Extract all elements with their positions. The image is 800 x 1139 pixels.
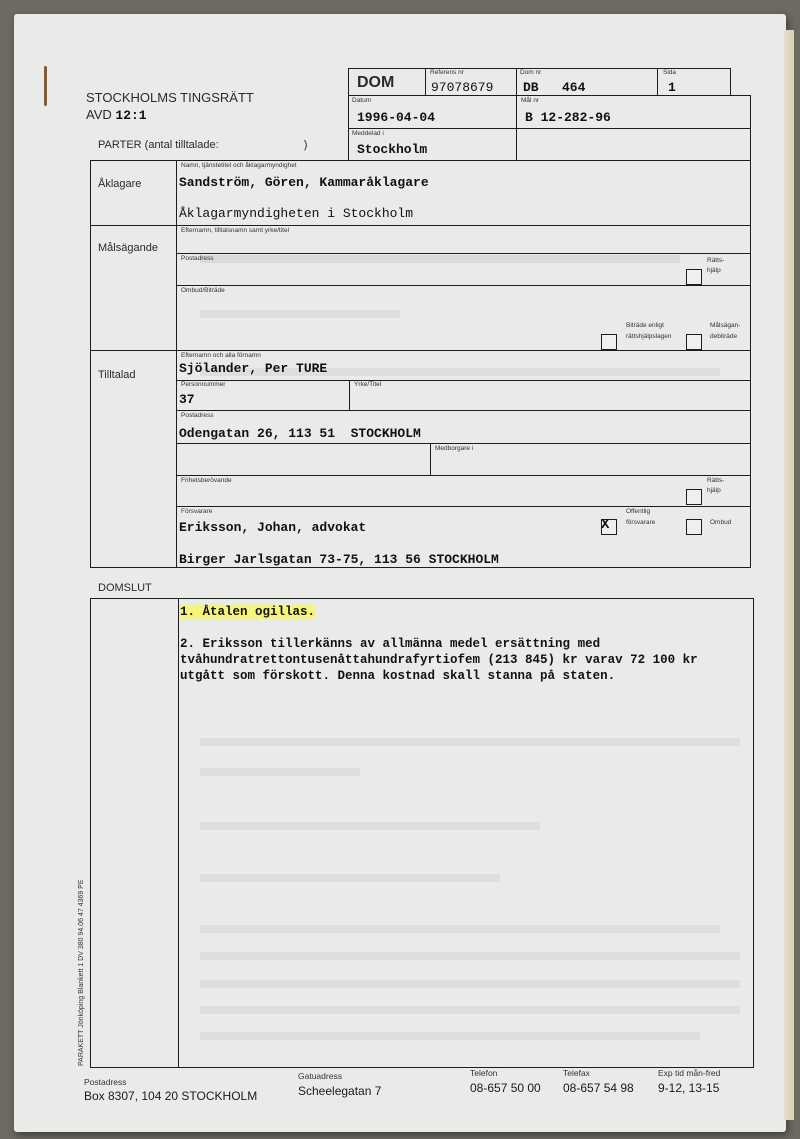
mal-number: B 12-282-96 (525, 110, 611, 125)
ref-label: Referens nr (430, 69, 464, 76)
tilltalad-name-label: Efternamn och alla förnamn (181, 352, 261, 359)
forsvarare-name: Eriksson, Johan, advokat (179, 520, 367, 535)
footer-exp: 9-12, 13-15 (658, 1081, 720, 1095)
malsagande-label: Målsägande (98, 242, 158, 254)
frihetsberovande-label: Frihetsberövande (181, 477, 232, 484)
court-department (86, 107, 147, 123)
aklagare-field-label: Namn, tjänstetitel och åklagarmyndighet (181, 162, 297, 169)
footer-postadress-label: Postadress (84, 1077, 127, 1087)
tilltalad-rattshjalp-checkbox[interactable] (686, 489, 702, 505)
ref-number: 97078679 (431, 80, 494, 95)
malsagandebitrade-label-1: Målsägan- (710, 322, 741, 329)
forsvarare-label: Försvarare (181, 508, 213, 515)
medborgare-label: Medborgare i (435, 445, 474, 452)
domslut-label: DOMSLUT (98, 582, 152, 594)
bitrade-label-1: Biträde enligt (626, 322, 664, 329)
malsagandebitrade-checkbox[interactable] (686, 334, 702, 350)
bitrade-checkbox[interactable] (601, 334, 617, 350)
malsagande-rattshjalp-checkbox[interactable] (686, 269, 702, 285)
meddelad-label: Meddelad i (352, 130, 384, 137)
parter-label-close: ) (303, 139, 308, 151)
malsagande-postadress-label: Postadress (181, 255, 214, 262)
footer-telefon: 08-657 50 00 (470, 1081, 541, 1095)
personnummer-value: 37 (179, 392, 195, 407)
dom-nr-label: Dom nr (520, 69, 542, 76)
offentlig-forsvarare-label-2: försvarare (626, 519, 656, 526)
ombud-checkbox[interactable] (686, 519, 702, 535)
malsagandebitrade-label-2: debiträde (710, 333, 738, 340)
ombud-label: Ombud (710, 519, 732, 526)
malsagande-name-label: Efternamn, tilltalsnamn samt yrke/titel (181, 227, 290, 234)
page-stack-edge (784, 30, 794, 1120)
ombud-bitrade-label: Ombud/Biträde (181, 287, 225, 294)
page-number: 1 (668, 80, 676, 95)
aklagare-label: Åklagare (98, 178, 142, 190)
offentlig-forsvarare-mark: X (601, 517, 610, 533)
domslut-item-1: 1. Åtalen ogillas. (180, 605, 316, 619)
department-number: 12:1 (115, 108, 147, 123)
malsagande-rattshjalp-label-2: hjälp (707, 267, 721, 274)
mal-nr-label: Mål nr (521, 97, 540, 104)
aklagare-name: Sandström, Gören, Kammaråklagare (179, 175, 429, 190)
footer-telefax-label: Telefax (563, 1068, 590, 1078)
offentlig-forsvarare-label-1: Offentlig (626, 508, 651, 515)
form-side-print: PARAKETT Jönköping Blankett 1 DV 380 94.06 47 4369 PE (78, 879, 85, 1066)
datum-label: Datum (352, 97, 372, 104)
dom-number: DB 464 (523, 80, 586, 95)
parter-label-text: PARTER (antal tilltalade: (98, 139, 219, 151)
footer-telefon-label: Telefon (470, 1068, 498, 1078)
tilltalad-rattshjalp-label-1: Rätts- (707, 477, 725, 484)
aklagare-office: Åklagarmyndigheten i Stockholm (179, 206, 414, 221)
footer-gatuadress: Scheelegatan 7 (298, 1084, 382, 1098)
yrke-label: Yrke/Titel (354, 381, 382, 388)
tilltalad-rattshjalp-label-2: hjälp (707, 487, 721, 494)
malsagande-rattshjalp-label-1: Rätts- (707, 257, 725, 264)
datum-value: 1996-04-04 (357, 110, 436, 125)
department-prefix: AVD (86, 107, 112, 122)
staple-mark (44, 66, 47, 106)
meddelad-value: Stockholm (357, 142, 428, 157)
footer-postadress: Box 8307, 104 20 STOCKHOLM (84, 1089, 258, 1103)
forsvarare-address: Birger Jarlsgatan 73-75, 113 56 STOCKHOLM (179, 552, 499, 567)
footer-exp-label: Exp tid mån-fred (658, 1068, 721, 1078)
parter-label (98, 139, 307, 151)
bitrade-label-2: rättshjälpslagen (626, 333, 672, 340)
personnummer-label: Personnummer (181, 381, 226, 388)
sida-label: Sida (663, 69, 677, 76)
tilltalad-label: Tilltalad (98, 369, 136, 381)
tilltalad-name: Sjölander, Per TURE (179, 361, 328, 376)
domslut-item-2: 2. Eriksson tillerkänns av allmänna medel ersättning med tvåhundratrettontusenåttahundrafyrtiofem (213 845) kr varav 72 100 kr utgått som förskott. Denna kostnad skall stanna på staten. (180, 637, 706, 683)
footer-telefax: 08-657 54 98 (563, 1081, 634, 1095)
footer-gatuadress-label: Gatuadress (298, 1071, 342, 1081)
doc-type: DOM (357, 74, 395, 91)
court-name: STOCKHOLMS TINGSRÄTT (86, 90, 254, 105)
tilltalad-postadress-label: Postadress (181, 412, 214, 419)
domslut-text (180, 604, 750, 684)
tilltalad-address: Odengatan 26, 113 51 STOCKHOLM (179, 426, 421, 441)
